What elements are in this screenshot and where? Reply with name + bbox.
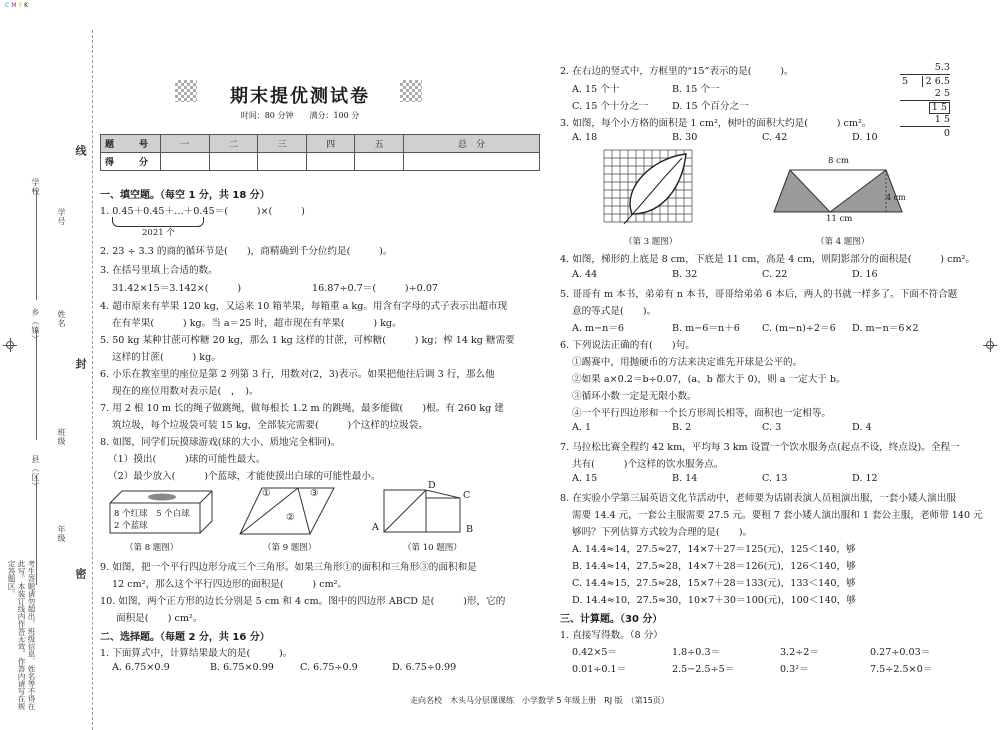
q2-8-option-b: B. 14.4≈14，27.5≈28，14×7＋28＝126(元)，126＜140，够 <box>572 561 856 572</box>
question-1-6-line2: 现在的座位用数对表示是( ， )。 <box>112 386 259 397</box>
q2-3-option-c: C. 42 <box>762 132 788 143</box>
score-cell[interactable] <box>258 153 307 171</box>
q2-1-option-b: B. 6.75×0.99 <box>210 662 274 673</box>
question-1-5-line1: 5. 50 kg 某种甘蔗可榨糖 20 kg，那么 1 kg 这样的甘蔗，可榨糖( ) kg；榨 14 kg 糖需要 <box>100 335 515 346</box>
figure-4-trapezoid <box>770 166 910 216</box>
question-1-3: 3. 在括号里填上合适的数。 <box>100 265 218 276</box>
q2-5-option-b: B. m−6＝n＋6 <box>672 323 740 334</box>
score-header-cell: 一 <box>161 135 210 153</box>
section-heading-fill-in: 一、填空题。（每空 1 分，共 18 分） <box>100 190 270 201</box>
figure-10-squares <box>382 484 474 534</box>
question-2-4: 4. 如图，梯形的上底是 8 cm，下底是 11 cm，高是 4 cm，则阴影部分的面积是( ) cm²。 <box>560 254 975 265</box>
q2-3-option-d: D. 10 <box>852 132 878 143</box>
q2-8-option-c: C. 14.4≈15，27.5≈28，15×7＋28＝133(元)，133＜140，够 <box>572 578 856 589</box>
score-cell[interactable] <box>161 153 210 171</box>
q2-2-option-c: C. 15 个十分之一 <box>572 101 649 112</box>
calc-item: 0.27÷0.03＝ <box>870 647 931 658</box>
fig10-label-d: D <box>428 480 436 491</box>
calc-item: 0.3²＝ <box>780 664 809 675</box>
question-1-2: 2. 23 ÷ 3.3 的商的循环节是( )，商精确到千分位约是( )。 <box>100 246 393 257</box>
binding-underline <box>36 475 37 585</box>
fig10-label-c: C <box>463 490 471 501</box>
binding-fold-line <box>92 30 93 730</box>
q2-6-statement-2: ②如果 a×0.2＝b÷0.07，(a、b 都大于 0)，则 a 一定大于 b。 <box>572 374 846 385</box>
division-step3: 1 5 <box>934 114 950 125</box>
trapezoid-top-label: 8 cm <box>828 156 849 166</box>
binding-underline <box>36 330 37 440</box>
question-1-7-line2: 筑垃圾，每个垃圾袋可装 15 kg，全部装完需要( )个这样的垃圾袋。 <box>112 420 428 431</box>
q2-2-option-a: A. 15 个十 <box>572 84 620 95</box>
binding-mark-close: 密 <box>74 568 87 580</box>
score-header-cell: 四 <box>306 135 355 153</box>
q2-3-option-b: B. 30 <box>672 132 698 143</box>
q2-7-option-a: A. 15 <box>572 473 598 484</box>
question-1-10-line1: 10. 如图，两个正方形的边长分别是 5 cm 和 4 cm。图中的四边形 ABCD 是( )形，它的 <box>100 596 506 607</box>
figure-8-caption: （第 8 题图） <box>125 543 179 553</box>
title-decoration-right <box>400 80 422 102</box>
box-label-1: 8 个红球 5 个白球 <box>114 509 190 519</box>
q2-6-statement-1: ①踢赛中，用抛硬币的方法来决定谁先开球是公平的。 <box>572 357 803 368</box>
figure-3-leaf-grid <box>602 148 694 230</box>
figure-9-caption: （第 9 题图） <box>263 543 317 553</box>
question-2-5-line2: 意的等式是( )。 <box>572 306 657 317</box>
page-footer: 走向名校 木头马分层课课练 小学数学 5 年级上册 RJ 版 （第15页） <box>410 696 669 705</box>
division-quotient: 5.3 <box>934 62 950 73</box>
question-1-10-line2: 面积是( ) cm²。 <box>116 613 203 624</box>
q2-6-option-d: D. 4 <box>852 422 872 433</box>
division-boxed-15: 1 5 <box>929 102 950 114</box>
binding-mark-seal: 封 <box>74 358 87 370</box>
binding-township: 乡（镇） <box>31 308 40 344</box>
fig9-label-3: ③ <box>310 488 319 499</box>
q2-3-option-a: A. 18 <box>572 132 598 143</box>
calc-item: 7.5÷2.5×0＝ <box>870 664 933 675</box>
trapezoid-bottom-label: 11 cm <box>826 214 853 224</box>
binding-county: 县（区） <box>31 455 40 491</box>
q2-5-option-d: D. m−n＝6×2 <box>852 323 919 334</box>
trapezoid-height-label: 4 cm <box>886 193 906 202</box>
binding-student-no: 学号 <box>57 208 66 226</box>
q2-6-option-c: C. 3 <box>762 422 782 433</box>
q2-1-option-c: C. 6.75÷0.9 <box>300 662 358 673</box>
score-header-cell: 二 <box>209 135 258 153</box>
question-2-6: 6. 下列说法正确的有( )句。 <box>560 340 695 351</box>
question-1-1: 1. 0.45＋0.45＋…＋0.45＝( )×( ) <box>100 206 305 217</box>
question-1-9-line1: 9. 如图，把一个平行四边形分成三个三角形。如果三角形①的面积和三角形③的面积和是 <box>100 562 477 573</box>
q2-8-option-d: D. 14.4≈10，27.5≈30，10×7＋30＝100(元)，100＜140，够 <box>572 595 856 606</box>
registration-mark-right <box>983 338 997 352</box>
cmyk-k: K <box>24 2 28 9</box>
score-table-score-row <box>101 153 540 171</box>
q2-5-option-a: A. m−n＝6 <box>572 323 625 334</box>
figure-4-caption: （第 4 题图） <box>816 237 870 247</box>
fig9-label-2: ② <box>286 512 295 523</box>
score-header-cell: 三 <box>258 135 307 153</box>
q2-6-statement-4: ④一个平行四边形和一个长方形周长相等，面积也一定相等。 <box>572 408 832 419</box>
cmyk-marks <box>4 2 29 9</box>
q2-4-option-c: C. 22 <box>762 269 788 280</box>
question-2-8-line3: 够吗？下列估算方式较为合理的是( )。 <box>572 527 753 538</box>
question-1-7-line1: 7. 用 2 根 10 m 长的绳子做跳绳，做每根长 1.2 m 的跳绳，最多能做( )根。有 260 kg 建 <box>100 403 504 414</box>
score-header-cell: 五 <box>355 135 404 153</box>
box-label-2: 2 个蓝球 <box>114 521 148 531</box>
question-2-5-line1: 5. 哥哥有 m 本书，弟弟有 n 本书，哥哥给弟弟 6 本后，两人的书就一样多了。下面不符合题 <box>560 289 958 300</box>
question-1-8: 8. 如图，同学们玩摸球游戏(球的大小、质地完全相同)。 <box>100 437 341 448</box>
figure-3-caption: （第 3 题图） <box>624 237 678 247</box>
question-1-3a: 31.42×15＝3.142×( ) <box>112 283 242 294</box>
q2-6-statement-3: ③循环小数一定是无限小数。 <box>572 391 697 402</box>
question-2-7-line1: 7. 马拉松比赛全程约 42 km，平均每 3 km 设置一个饮水服务点(起点不设，终点设)。全程一 <box>560 442 960 453</box>
question-1-3b: 16.87÷0.7＝( )÷0.07 <box>312 283 439 294</box>
fig9-label-1: ① <box>262 488 271 499</box>
question-1-4-line2: 在有苹果( ) kg。当 a＝25 时，超市现在有苹果( ) kg。 <box>112 318 402 329</box>
cmyk-y: Y <box>18 2 23 9</box>
score-row-label: 得 分 <box>101 153 161 171</box>
long-division <box>900 61 950 139</box>
binding-school: 学校 <box>31 178 40 196</box>
title-decoration-left <box>175 80 197 102</box>
fig10-label-a: A <box>372 522 379 533</box>
page-title: 期末提优测试卷 <box>230 86 370 107</box>
question-1-4-line1: 4. 超市原来有苹果 120 kg，又运来 10 箱苹果，每箱重 a kg。用含有字母的式子表示出超市现 <box>100 301 508 312</box>
q2-2-option-b: B. 15 个一 <box>672 84 720 95</box>
score-header-cell: 总 分 <box>403 135 539 153</box>
question-2-8-line2: 需要 14.4 元，一套公主服需要 27.5 元。要租 7 套小矮人演出服和 1 套公主服，老师带 140 元 <box>572 510 983 521</box>
score-cell[interactable] <box>209 153 258 171</box>
question-2-7-line2: 共有( )个这样的饮水服务点。 <box>572 459 724 470</box>
q2-1-option-a: A. 6.75×0.9 <box>112 662 170 673</box>
q2-7-option-d: D. 12 <box>852 473 878 484</box>
binding-underline <box>36 190 37 300</box>
fig10-label-b: B <box>466 524 474 535</box>
q2-4-option-d: D. 16 <box>852 269 878 280</box>
section-heading-choice: 二、选择题。（每题 2 分，共 16 分） <box>100 632 270 643</box>
registration-mark-left <box>3 338 17 352</box>
binding-grade: 年级 <box>57 525 66 543</box>
division-remainder: 0 <box>900 126 950 139</box>
q2-1-option-d: D. 6.75÷0.99 <box>392 662 457 673</box>
question-1-6-line1: 6. 小乐在教室里的座位是第 2 列第 3 行，用数对(2，3)表示。如果把他往后调 3 行，那么他 <box>100 369 495 380</box>
calc-item: 0.42×5＝ <box>572 647 618 658</box>
q2-4-option-a: A. 44 <box>572 269 598 280</box>
section-heading-calculation: 三、计算题。（30 分） <box>560 614 663 625</box>
score-table <box>100 134 540 171</box>
division-dividend-row <box>900 74 950 87</box>
score-cell[interactable] <box>403 153 539 171</box>
division-step2-row <box>900 100 950 113</box>
question-1-9-line2: 12 cm²，那么这个平行四边形的面积是( ) cm²。 <box>112 579 348 590</box>
score-header-cell: 题 号 <box>101 135 161 153</box>
q2-8-option-a: A. 14.4≈14，27.5≈27，14×7＋27＝125(元)，125＜140，够 <box>572 544 856 555</box>
q2-6-option-a: A. 1 <box>572 422 592 433</box>
question-2-8-line1: 8. 在实验小学第三届英语文化节活动中，老师要为话剧表演人员租演出服，一套小矮人演出服 <box>560 493 956 504</box>
q2-4-option-b: B. 32 <box>672 269 698 280</box>
score-cell[interactable] <box>306 153 355 171</box>
binding-class: 班级 <box>57 428 66 446</box>
binding-name: 姓名 <box>57 310 66 328</box>
q2-2-option-d: D. 15 个百分之一 <box>672 101 749 112</box>
binding-notice: 考生答题请勿超出，班级信息、姓名等不得在此写。本装订线内作答无效，作答内请写在规定答题区。 <box>7 560 36 710</box>
calc-item: 1.8÷0.3＝ <box>672 647 721 658</box>
question-2-2: 2. 在右边的竖式中，方框里的“15”表示的是( )。 <box>560 66 794 77</box>
score-cell[interactable] <box>355 153 404 171</box>
question-2-1: 1. 下面算式中，计算结果最大的是( )。 <box>100 648 293 659</box>
cmyk-c: C <box>5 2 10 9</box>
question-3-1: 1. 直接写得数。（8 分） <box>560 630 663 641</box>
calc-item: 2.5−2.5÷5＝ <box>672 664 735 675</box>
division-step1: 2 5 <box>934 88 950 99</box>
page-subtitle: 时间：80 分钟 满分：100 分 <box>240 111 360 120</box>
q1-count-label: 2021 个 <box>142 228 175 238</box>
question-1-8a: （1）摸出( )球的可能性最大。 <box>108 454 266 465</box>
q2-6-option-b: B. 2 <box>672 422 692 433</box>
binding-mark-line: 线 <box>74 145 87 157</box>
score-table-header-row <box>101 135 540 153</box>
q2-7-option-b: B. 14 <box>672 473 698 484</box>
q2-7-option-c: C. 13 <box>762 473 788 484</box>
division-divisor: 5 <box>902 76 909 87</box>
question-2-3: 3. 如图，每个小方格的面积是 1 cm²，树叶的面积大约是( ) cm²。 <box>560 118 872 129</box>
cmyk-m: M <box>11 2 17 9</box>
q2-5-option-c: C. (m−n)÷2＝6 <box>762 323 836 334</box>
division-dividend: 2 6.5 <box>922 76 950 87</box>
question-1-5-line2: 这样的甘蔗( ) kg。 <box>112 352 221 363</box>
figure-10-caption: （第 10 题图） <box>403 543 462 553</box>
question-1-8b: （2）最少放入( )个蓝球，才能使摸出白球的可能性最小。 <box>108 471 381 482</box>
calc-item: 0.01÷0.1＝ <box>572 664 627 675</box>
calc-item: 3.2÷2＝ <box>780 647 819 658</box>
